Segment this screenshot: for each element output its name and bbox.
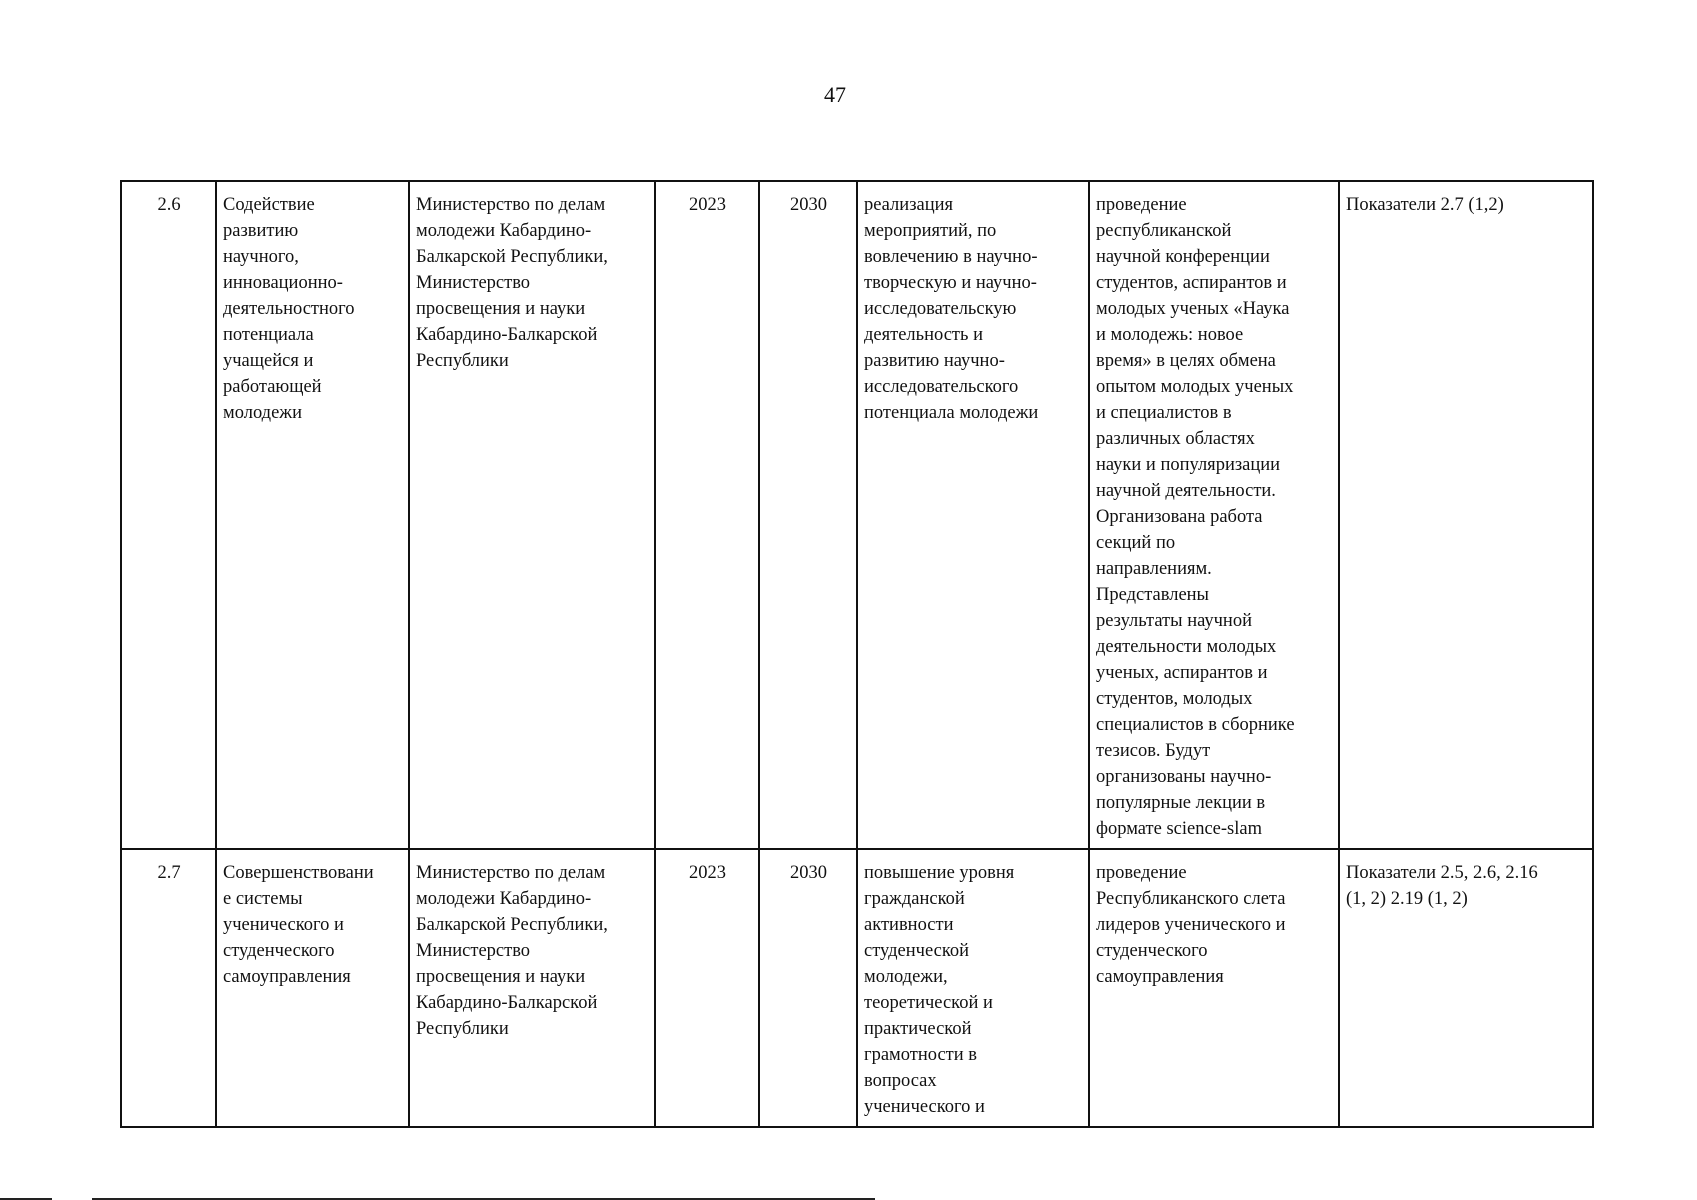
table-row: [121, 181, 1593, 849]
cell-activity-name: Содействие развитию научного, инновационно- деятельностного потенциала учащейся и работающей молодежи: [216, 181, 409, 849]
cell-indicators: Показатели 2.5, 2.6, 2.16 (1, 2) 2.19 (1, 2): [1339, 849, 1593, 1127]
cell-expected-result: повышение уровня гражданской активности студенческой молодежи, теоретической и практической грамотности в вопросах ученического и: [857, 849, 1089, 1127]
cell-start-year: 2023: [655, 181, 759, 849]
cell-number: 2.7: [121, 849, 216, 1127]
cell-indicators: Показатели 2.7 (1,2): [1339, 181, 1593, 849]
cell-activity-name: Совершенствовани е системы ученического и студенческого самоуправления: [216, 849, 409, 1127]
cell-activities: проведение республиканской научной конференции студентов, аспирантов и молодых ученых «Наука и молодежь: новое время» в целях обмена опытом молодых ученых и специалистов в различных областях науки и популяризации научной деятельности. Организована работа секций по направлениям. Представлены результаты научной деятельности молодых ученых, аспирантов и студентов, молодых специалистов в сборнике тезисов. Будут организованы научно- популярные лекции в формате science-slam: [1089, 181, 1339, 849]
cell-start-year: 2023: [655, 849, 759, 1127]
program-activities-table: [120, 180, 1594, 1128]
cell-number: 2.6: [121, 181, 216, 849]
table-row: [121, 849, 1593, 1127]
cell-expected-result: реализация мероприятий, по вовлечению в научно- творческую и научно- исследовательскую деятельность и развитию научно- исследовательского потенциала молодежи: [857, 181, 1089, 849]
cell-activities: проведение Республиканского слета лидеров ученического и студенческого самоуправления: [1089, 849, 1339, 1127]
cell-executor: Министерство по делам молодежи Кабардино- Балкарской Республики, Министерство просвещения и науки Кабардино-Балкарской Республики: [409, 181, 655, 849]
page-number: 47: [824, 82, 846, 107]
cell-end-year: 2030: [759, 849, 857, 1127]
cell-executor: Министерство по делам молодежи Кабардино- Балкарской Республики, Министерство просвещения и науки Кабардино-Балкарской Республики: [409, 849, 655, 1127]
cell-end-year: 2030: [759, 181, 857, 849]
